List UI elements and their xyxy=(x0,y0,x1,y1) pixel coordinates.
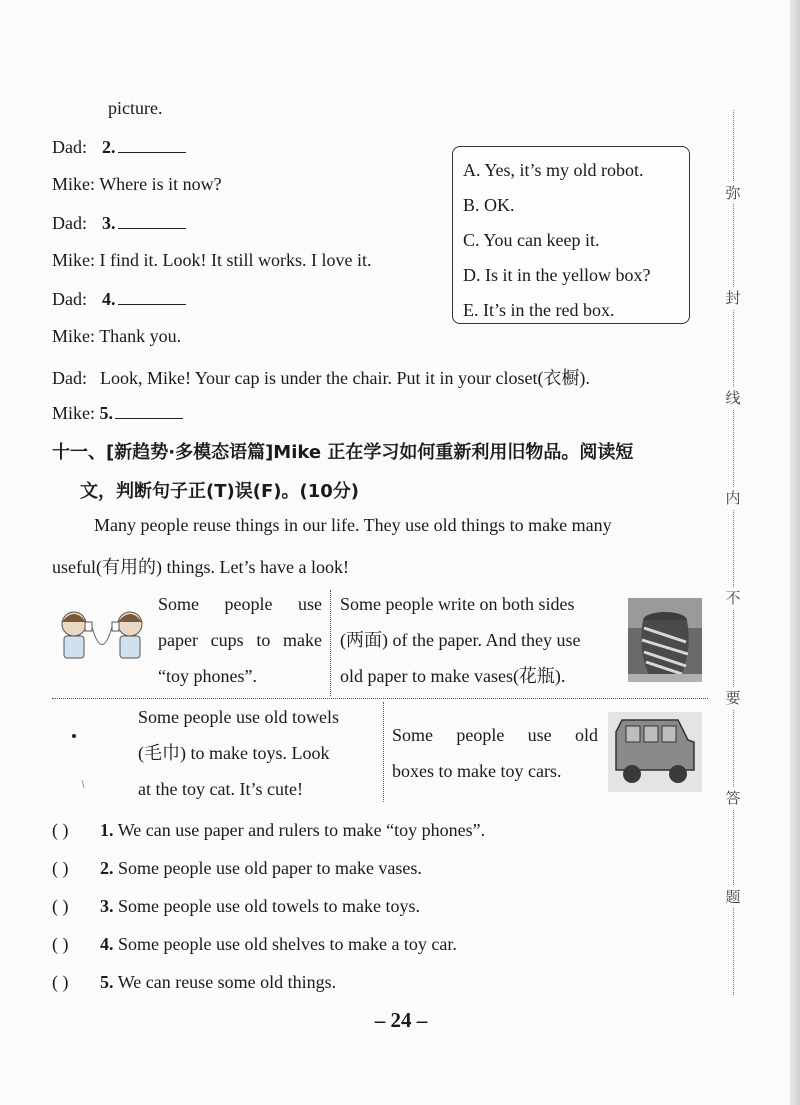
intro-line: Many people reuse things in our life. They use old things to make many xyxy=(94,515,612,535)
cell-phones-text xyxy=(158,586,322,694)
answer-paren[interactable]: ( ) xyxy=(52,820,69,840)
cell-line: Some people use xyxy=(158,594,322,614)
section-heading-cont: 文，判断句子正(T)误(F)。(10分) xyxy=(80,481,359,502)
question-number: 2. xyxy=(102,137,116,157)
question-row xyxy=(52,850,422,886)
question-text: Some people use old towels to make toys. xyxy=(118,896,420,916)
cell-line: old paper to make vases(花瓶). xyxy=(340,666,566,686)
option-e: E. It’s in the red box. xyxy=(463,300,615,320)
cell-line: Some people use old towels xyxy=(138,707,339,727)
grid-divider xyxy=(330,590,331,696)
option-b: B. OK. xyxy=(463,195,515,215)
answer-paren[interactable]: ( ) xyxy=(52,972,69,992)
dialogue-line xyxy=(52,136,186,158)
speaker: Dad: xyxy=(52,137,87,157)
answer-blank[interactable] xyxy=(118,136,186,153)
dialogue-continuation: picture. xyxy=(108,98,163,118)
kids-toy-phone-image xyxy=(52,602,152,672)
answer-paren[interactable]: ( ) xyxy=(52,896,69,916)
cell-line: Some people write on both sides xyxy=(340,594,575,614)
question-text: We can use paper and rulers to make “toy phones”. xyxy=(117,820,486,840)
option-d: D. Is it in the yellow box? xyxy=(463,265,651,285)
question-number: 5. xyxy=(99,403,113,423)
cell-line: (两面) of the paper. And they use xyxy=(340,630,581,650)
answer-blank[interactable] xyxy=(118,212,186,229)
cell-line: paper cups to make xyxy=(158,630,322,650)
question-number: 4. xyxy=(100,934,114,954)
cell-line: (毛巾) to make toys. Look xyxy=(138,743,330,763)
question-number: 5. xyxy=(100,972,114,992)
question-row xyxy=(52,926,457,962)
option-a: A. Yes, it’s my old robot. xyxy=(463,160,644,180)
cell-cars-text xyxy=(392,717,598,789)
cell-line: Some people use old xyxy=(392,725,598,745)
page-edge xyxy=(790,0,800,1105)
cell-towels-text xyxy=(138,699,378,807)
speaker: Dad: xyxy=(52,368,87,388)
cell-line: at the toy cat. It’s cute! xyxy=(138,779,303,799)
intro-line: useful(有用的) things. Let’s have a look! xyxy=(52,557,349,577)
section-heading: 十一、[新趋势·多模态语篇]Mike 正在学习如何重新利用旧物品。阅读短 xyxy=(52,442,634,463)
option-c: C. You can keep it. xyxy=(463,230,600,250)
dialogue-line xyxy=(52,288,186,310)
cell-vases-text xyxy=(340,586,624,694)
speaker: Mike: xyxy=(52,403,95,423)
question-row xyxy=(52,964,336,1000)
question-text: We can reuse some old things. xyxy=(117,972,337,992)
dialogue-text: Where is it now? xyxy=(99,174,222,194)
dialogue-line xyxy=(52,326,181,347)
seal-line xyxy=(733,110,734,995)
cell-line: “toy phones”. xyxy=(158,666,257,686)
cell-line: boxes to make toy cars. xyxy=(392,761,562,781)
seal-char: 不 xyxy=(722,587,744,609)
page-number: – 24 – xyxy=(374,1008,428,1032)
question-number: 1. xyxy=(100,820,114,840)
dialogue-text: I find it. Look! It still works. I love it. xyxy=(99,250,372,270)
grid-divider xyxy=(383,702,384,802)
seal-char: 题 xyxy=(722,886,744,908)
answer-blank[interactable] xyxy=(115,402,183,419)
toy-car-image xyxy=(608,712,702,792)
question-row xyxy=(52,888,420,924)
question-number: 3. xyxy=(102,213,116,233)
answer-blank[interactable] xyxy=(118,288,186,305)
dialogue-line xyxy=(52,364,590,390)
speaker: Mike: xyxy=(52,326,95,346)
seal-char: 答 xyxy=(722,787,744,809)
speaker: Mike: xyxy=(52,250,95,270)
options-box xyxy=(452,146,690,324)
question-row xyxy=(52,812,485,848)
question-text: Some people use old shelves to make a toy car. xyxy=(118,934,457,954)
question-number: 3. xyxy=(100,896,114,916)
paper-vase-image xyxy=(628,598,702,682)
speaker: Dad: xyxy=(52,213,87,233)
dialogue-text: Thank you. xyxy=(99,326,182,346)
answer-paren[interactable]: ( ) xyxy=(52,934,69,954)
dialogue-text: Look, Mike! Your cap is under the chair. Put it in your closet(衣橱). xyxy=(100,368,590,388)
dialogue-line xyxy=(52,250,371,271)
toy-cat-image xyxy=(60,710,130,800)
dialogue-line xyxy=(52,402,183,424)
seal-char: 要 xyxy=(722,687,744,709)
speaker: Dad: xyxy=(52,289,87,309)
question-number: 2. xyxy=(100,858,114,878)
dialogue-line xyxy=(52,212,186,234)
question-text: Some people use old paper to make vases. xyxy=(118,858,422,878)
dialogue-line xyxy=(52,174,222,195)
seal-char: 封 xyxy=(722,287,744,309)
seal-char: 内 xyxy=(722,487,744,509)
question-number: 4. xyxy=(102,289,116,309)
seal-char: 线 xyxy=(722,387,744,409)
answer-paren[interactable]: ( ) xyxy=(52,858,69,878)
seal-char: 弥 xyxy=(722,182,744,204)
speaker: Mike: xyxy=(52,174,95,194)
